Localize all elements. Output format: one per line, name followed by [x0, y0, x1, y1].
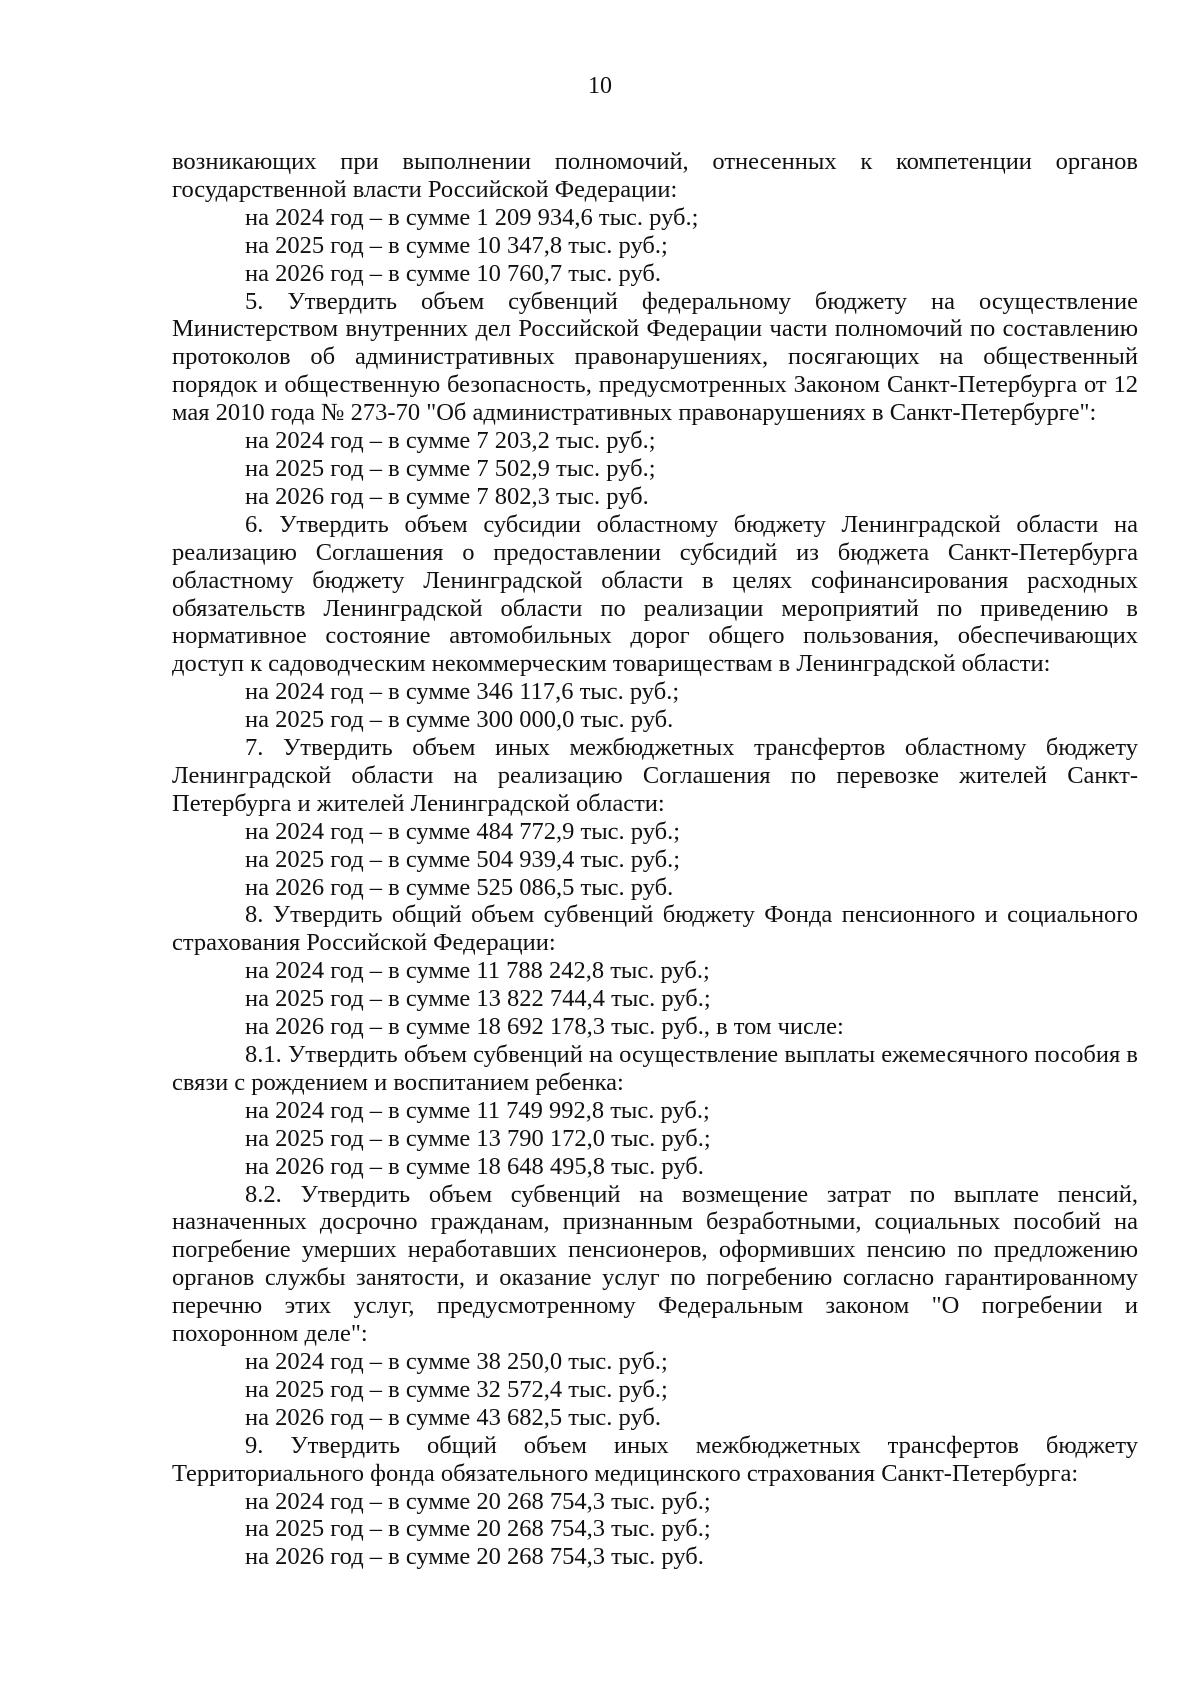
amount-line: на 2024 год – в сумме 1 209 934,6 тыс. руб.; [245, 203, 699, 231]
amount-line: на 2024 год – в сумме 11 749 992,8 тыс. руб.; [245, 1096, 710, 1124]
page-number: 10 [588, 73, 612, 99]
amount-line: на 2026 год – в сумме 18 692 178,3 тыс. руб., в том числе: [245, 1013, 844, 1041]
amount-line: на 2024 год – в сумме 484 772,9 тыс. руб.; [245, 817, 681, 845]
amount-line: на 2026 год – в сумме 20 268 754,3 тыс. руб. [245, 1543, 704, 1571]
paragraph-continuation: возникающих при выполнении полномочий, отнесенных к компетенции органов государственной власти Российской Федерации: [172, 148, 1138, 203]
amount-line: на 2026 год – в сумме 7 802,3 тыс. руб. [245, 482, 649, 510]
amount-line: на 2026 год – в сумме 43 682,5 тыс. руб. [245, 1403, 661, 1431]
amount-line: на 2024 год – в сумме 20 268 754,3 тыс. руб.; [245, 1487, 711, 1515]
amount-line: на 2024 год – в сумме 11 788 242,8 тыс. руб.; [245, 957, 710, 985]
numbered-paragraph: 7. Утвердить объем иных межбюджетных трансфертов областному бюджету Ленинградской области на реализацию Соглашения по перевозке жителей Санкт-Петербурга и жителей Ленинградской области: [172, 734, 1138, 817]
amount-line: на 2025 год – в сумме 10 347,8 тыс. руб.; [245, 231, 668, 259]
numbered-paragraph: 6. Утвердить объем субсидии областному бюджету Ленинградской области на реализацию Соглашения о предоставлении субсидий из бюджета Санкт-Петербурга областному бюджету Ленинградской области в целях софинансирования расходных обязательств Ленинградской области по реализации мероприятий по приведению в нормативное состояние автомобильных дорог общего пользования, обеспечивающих доступ к садоводческим некоммерческим товариществам в Ленинградской области: [172, 510, 1138, 678]
amount-line: на 2024 год – в сумме 38 250,0 тыс. руб.; [245, 1347, 668, 1375]
amount-line: на 2025 год – в сумме 13 822 744,4 тыс. руб.; [245, 985, 711, 1013]
amount-line: на 2025 год – в сумме 7 502,9 тыс. руб.; [245, 454, 656, 482]
amount-line: на 2025 год – в сумме 300 000,0 тыс. руб. [245, 706, 674, 734]
numbered-paragraph: 5. Утвердить объем субвенций федеральному бюджету на осуществление Министерством внутренних дел Российской Федерации части полномочий по составлению протоколов об административных правонарушениях, посягающих на общественный порядок и общественную безопасность, предусмотренных Законом Санкт-Петербурга от 12 мая 2010 года № 273-70 "Об административных правонарушениях в Санкт-Петербурге": [172, 287, 1138, 427]
numbered-paragraph: 8.2. Утвердить объем субвенций на возмещение затрат по выплате пенсий, назначенных досрочно гражданам, признанным безработными, социальных пособий на погребение умерших неработавших пенсионеров, оформивших пенсию по предложению органов службы занятости, и оказание услуг по погребению согласно гарантированному перечню этих услуг, предусмотренному Федеральным законом "О погребении и похоронном деле": [172, 1180, 1138, 1348]
document-body [172, 148, 1138, 1571]
numbered-paragraph: 8. Утвердить общий объем субвенций бюджету Фонда пенсионного и социального страхования Российской Федерации: [172, 901, 1138, 957]
amount-line: на 2025 год – в сумме 504 939,4 тыс. руб.; [245, 845, 681, 873]
amount-line: на 2024 год – в сумме 346 117,6 тыс. руб.; [245, 678, 680, 706]
amount-line: на 2025 год – в сумме 13 790 172,0 тыс. руб.; [245, 1124, 711, 1152]
amount-line: на 2024 год – в сумме 7 203,2 тыс. руб.; [245, 427, 656, 455]
amount-line: на 2026 год – в сумме 10 760,7 тыс. руб. [245, 259, 661, 287]
amount-line: на 2025 год – в сумме 32 572,4 тыс. руб.; [245, 1375, 668, 1403]
numbered-paragraph: 8.1. Утвердить объем субвенций на осуществление выплаты ежемесячного пособия в связи с рождением и воспитанием ребенка: [172, 1041, 1138, 1096]
amount-line: на 2026 год – в сумме 18 648 495,8 тыс. руб. [245, 1152, 704, 1180]
numbered-paragraph: 9. Утвердить общий объем иных межбюджетных трансфертов бюджету Территориального фонда обязательного медицинского страхования Санкт-Петербурга: [172, 1431, 1138, 1487]
amount-line: на 2026 год – в сумме 525 086,5 тыс. руб. [245, 873, 674, 901]
amount-line: на 2025 год – в сумме 20 268 754,3 тыс. руб.; [245, 1515, 711, 1543]
